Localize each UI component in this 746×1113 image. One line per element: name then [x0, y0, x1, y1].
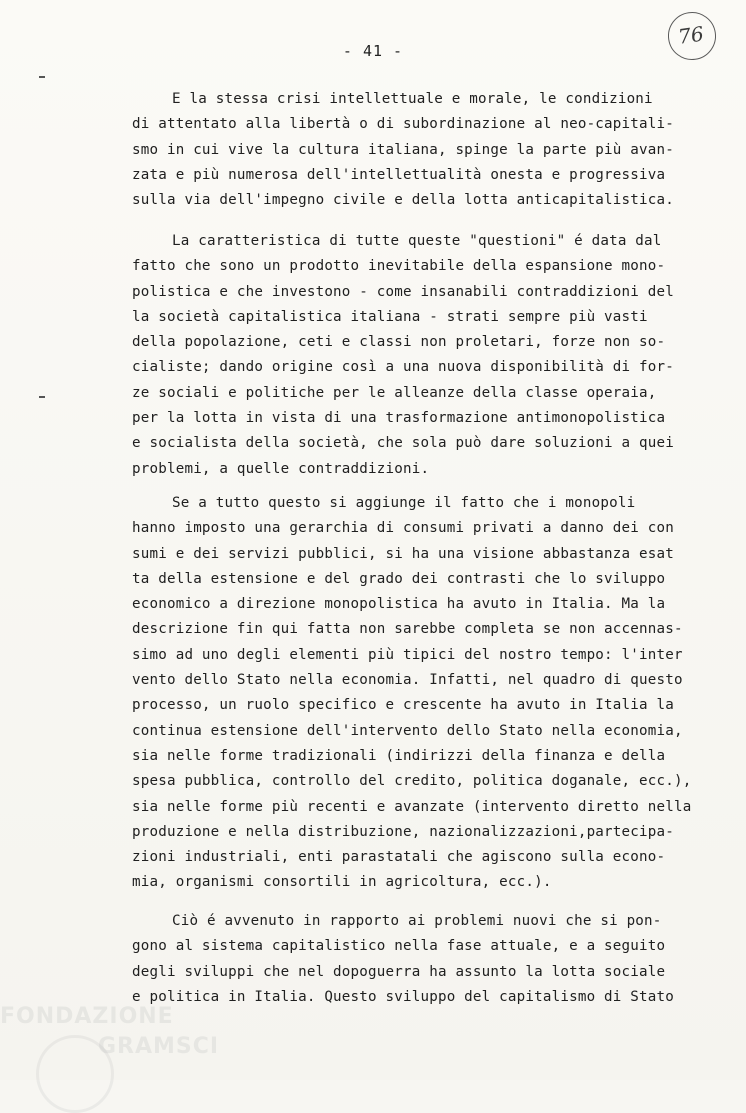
margin-mark [39, 76, 45, 78]
watermark [0, 1002, 230, 1080]
text-line: smo in cui vive la cultura italiana, spinge la parte più avan- [132, 141, 674, 158]
text-line: polistica e che investono - come insanabili contraddizioni del [132, 283, 674, 300]
text-line: vento dello Stato nella economia. Infatti, nel quadro di questo [132, 672, 683, 689]
text-line: mia, organismi consortili in agricoltura, ecc.). [132, 874, 552, 891]
text-line: per la lotta in vista di una trasformazione antimonopolistica [132, 410, 666, 427]
text-line: e socialista della società, che sola può dare soluzioni a quei [132, 435, 674, 452]
page-number: - 41 - [342, 42, 404, 60]
text-line: sumi e dei servizi pubblici, si ha una visione abbastanza esat [132, 545, 674, 562]
text-line: problemi, a quelle contraddizioni. [132, 460, 430, 477]
text-line: gono al sistema capitalistico nella fase attuale, e a seguito [132, 938, 666, 955]
text-line: produzione e nella distribuzione, nazionalizzazioni,partecipa- [132, 823, 674, 840]
text-line: descrizione fin qui fatta non sarebbe completa se non accennas- [132, 621, 683, 638]
watermark-line: FONDAZIONE [0, 1004, 174, 1029]
text-line: spesa pubblica, controllo del credito, politica doganale, ecc.), [132, 773, 692, 790]
text-line: La caratteristica di tutte queste "questioni" é data dal [172, 233, 662, 249]
margin-mark [39, 396, 45, 398]
archive-number: 76 [676, 21, 706, 49]
text-line: di attentato alla libertà o di subordinazione al neo-capitali- [132, 116, 674, 133]
text-line: e politica in Italia. Questo sviluppo del capitalismo di Stato [132, 988, 674, 1005]
text-line: simo ad uno degli elementi più tipici del nostro tempo: l'inter [132, 646, 683, 663]
text-line: economico a direzione monopolistica ha avuto in Italia. Ma la [132, 596, 666, 613]
text-line: hanno imposto una gerarchia di consumi privati a danno dei con [132, 520, 674, 537]
paragraph-4 [132, 909, 697, 1010]
text-line: zata e più numerosa dell'intellettualità onesta e progressiva [132, 166, 666, 183]
text-line: degli sviluppi che nel dopoguerra ha assunto la lotta sociale [132, 963, 666, 980]
text-line: la società capitalistica italiana - strati sempre più vasti [132, 308, 648, 325]
paragraph-2 [132, 229, 697, 482]
paragraph-1 [132, 87, 697, 213]
text-line: Se a tutto questo si aggiunge il fatto che i monopoli [172, 495, 636, 511]
text-line: sia nelle forme tradizionali (indirizzi della finanza e della [132, 747, 666, 764]
text-line: fatto che sono un prodotto inevitabile della espansione mono- [132, 258, 666, 275]
text-line: della popolazione, ceti e classi non proletari, forze non so- [132, 334, 666, 351]
text-line: zioni industriali, enti parastatali che agiscono sulla econo- [132, 849, 666, 866]
watermark-line: GRAMSCI [98, 1034, 220, 1059]
text-line: processo, un ruolo specifico e crescente ha avuto in Italia la [132, 697, 674, 714]
text-line: cialiste; dando origine così a una nuova disponibilità di for- [132, 359, 674, 376]
text-line: sulla via dell'impegno civile e della lotta anticapitalistica. [132, 192, 674, 209]
text-line: ze sociali e politiche per le alleanze della classe operaia, [132, 384, 657, 401]
text-line: Ciò é avvenuto in rapporto ai problemi nuovi che si pon- [172, 913, 662, 929]
text-line: E la stessa crisi intellettuale e morale, le condizioni [172, 91, 653, 107]
text-line: sia nelle forme più recenti e avanzate (intervento diretto nella [132, 798, 692, 815]
paragraph-3 [132, 491, 697, 896]
text-line: ta della estensione e del grado dei contrasti che lo sviluppo [132, 570, 666, 587]
text-line: continua estensione dell'intervento dello Stato nella economia, [132, 722, 683, 739]
